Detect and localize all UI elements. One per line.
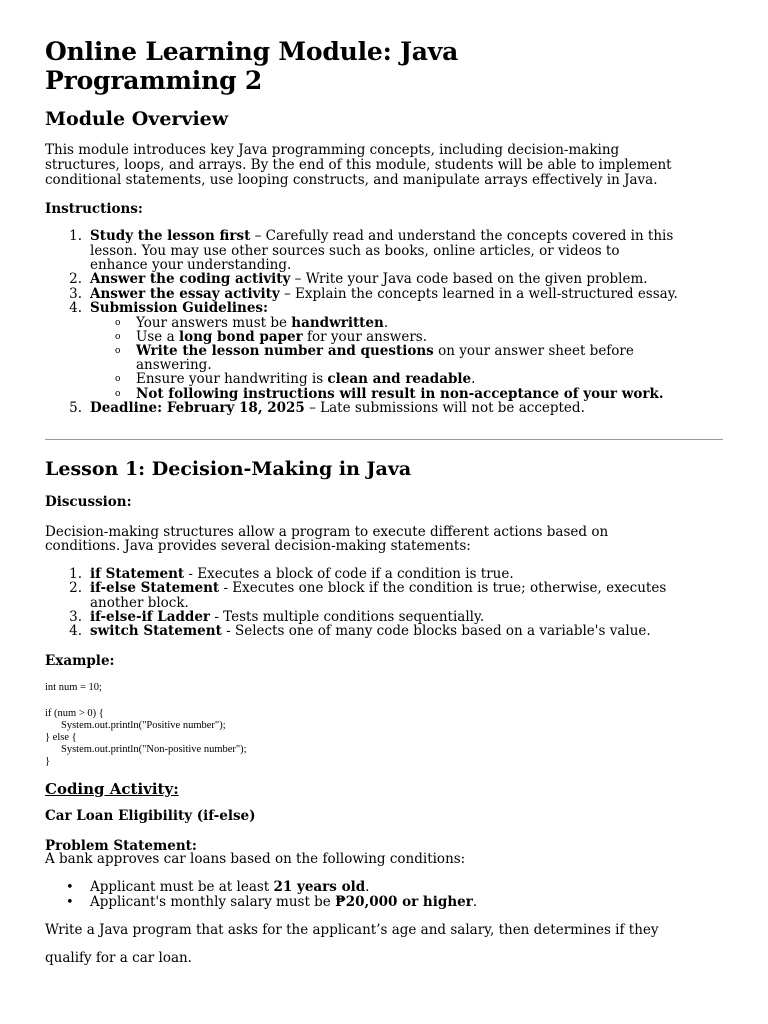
dm-item-2	[90, 581, 666, 596]
instruction-1-line2: lesson. You may use other sources such as books, online articles, or videos to	[90, 243, 620, 259]
condition-1	[90, 880, 369, 895]
condition-2-text: Applicant's monthly salary must be	[90, 894, 336, 910]
instructions-heading: Instructions:	[45, 201, 143, 217]
code-line-3: if (num > 0) {	[45, 708, 104, 719]
deadline-text: – Late submissions will not be accepted.	[304, 400, 585, 416]
sub-item-3-bold: Write the lesson number and questions	[136, 343, 434, 359]
condition-2-bullet-icon: •	[66, 895, 74, 910]
instruction-3-text: – Explain the concepts learned in a well-structured essay.	[279, 286, 678, 302]
condition-1-bold: 21 years old	[273, 879, 366, 895]
instruction-2	[90, 272, 648, 287]
discussion-line-1: Decision-making structures allow a program to execute different actions based on	[45, 524, 609, 540]
sub-bullet-4-icon: o	[115, 374, 121, 384]
sub-item-4	[136, 372, 475, 387]
sub-item-2-bold: long bond paper	[178, 329, 303, 345]
sub-bullet-2-icon: o	[115, 332, 121, 342]
sub-item-3-text: on your answer sheet before	[433, 343, 634, 359]
instruction-1-line3: enhance your understanding.	[90, 257, 292, 273]
dm-item-2-number: 2.	[69, 580, 82, 596]
dm-item-2-text: - Executes one block if the condition is true; otherwise, executes	[219, 580, 667, 596]
dm-item-4-number: 4.	[69, 623, 82, 639]
section-divider	[45, 439, 723, 440]
dm-item-2-bold: if-else Statement	[90, 580, 220, 596]
code-line-6: System.out.println("Non-positive number");	[61, 744, 247, 755]
instruction-3-number: 3.	[69, 286, 82, 302]
code-line-5: } else {	[45, 732, 77, 743]
overview-line-1: This module introduces key Java programming concepts, including decision-making	[45, 142, 620, 158]
condition-2	[90, 895, 477, 910]
condition-1-end: .	[365, 879, 370, 895]
instruction-4-bold: Submission Guidelines:	[90, 300, 269, 316]
condition-1-text: Applicant must be at least	[90, 879, 274, 895]
module-title-line2: Programming 2	[45, 66, 263, 95]
coding-activity-heading: Coding Activity:	[45, 780, 179, 798]
instruction-1	[90, 229, 673, 244]
overview-line-2: structures, loops, and arrays. By the end of this module, students will be able to implement	[45, 157, 672, 173]
code-line-4: System.out.println("Positive number");	[61, 720, 226, 731]
problem-text: A bank approves car loans based on the following conditions:	[45, 851, 466, 867]
sub-item-2-end: for your answers.	[302, 329, 428, 345]
sub-item-1-text: Your answers must be	[136, 315, 292, 331]
instruction-4-number: 4.	[69, 300, 82, 316]
sub-item-4-end: .	[471, 371, 476, 387]
problem-heading: Problem Statement:	[45, 838, 197, 854]
activity-title: Car Loan Eligibility (if-else)	[45, 808, 256, 824]
example-heading: Example:	[45, 653, 115, 669]
instruction-5	[90, 401, 585, 416]
dm-item-4	[90, 624, 651, 639]
lesson1-heading: Lesson 1: Decision-Making in Java	[45, 458, 412, 480]
sub-item-3-line2: answering.	[136, 357, 212, 373]
overview-line-3: conditional statements, use looping constructs, and manipulate arrays effectively in Java.	[45, 172, 658, 188]
sub-item-1-bold: handwritten	[291, 315, 384, 331]
dm-item-4-bold: switch Statement	[90, 623, 222, 639]
sub-item-4-text: Ensure your handwriting is	[136, 371, 328, 387]
sub-bullet-3-icon: o	[115, 346, 121, 356]
sub-bullet-5-icon: o	[115, 389, 121, 399]
sub-item-4-bold: clean and readable	[327, 371, 472, 387]
dm-item-2-line2: another block.	[90, 595, 189, 611]
dm-item-1-bold: if Statement	[90, 566, 185, 582]
instruction-3-bold: Answer the essay activity	[90, 286, 280, 302]
discussion-heading: Discussion:	[45, 494, 132, 510]
condition-1-bullet-icon: •	[66, 880, 74, 895]
dm-item-3-number: 3.	[69, 609, 82, 625]
closing-line-2: qualify for a car loan.	[45, 950, 192, 966]
sub-item-5-bold: Not following instructions will result in non-acceptance of your work.	[136, 386, 664, 402]
dm-item-1-text: - Executes a block of code if a condition is true.	[184, 566, 514, 582]
deadline-bold: Deadline: February 18, 2025	[90, 400, 305, 416]
instruction-2-bold: Answer the coding activity	[90, 271, 291, 287]
sub-item-1-end: .	[383, 315, 389, 331]
code-line-1: int num = 10;	[45, 682, 102, 693]
sub-bullet-1-icon: o	[115, 318, 121, 328]
closing-line-1: Write a Java program that asks for the applicant’s age and salary, then determines if they	[45, 922, 659, 938]
condition-2-bold: ₱20,000 or higher	[335, 894, 473, 910]
instruction-2-text: – Write your Java code based on the given problem.	[290, 271, 648, 287]
condition-2-end: .	[472, 894, 478, 910]
instruction-2-number: 2.	[69, 271, 82, 287]
code-line-7: }	[45, 756, 51, 767]
dm-item-3-text: - Tests multiple conditions sequentially.	[210, 609, 485, 625]
module-title-line1: Online Learning Module: Java	[45, 37, 459, 66]
instruction-1-number: 1.	[69, 228, 82, 244]
dm-item-1-number: 1.	[69, 566, 82, 582]
dm-item-4-text: - Selects one of many code blocks based on a variable's value.	[221, 623, 651, 639]
instruction-1-text: – Carefully read and understand the concepts covered in this	[250, 228, 674, 244]
instruction-5-number: 5.	[69, 400, 82, 416]
overview-heading: Module Overview	[45, 108, 229, 130]
discussion-line-2: conditions. Java provides several decision-making statements:	[45, 538, 471, 554]
sub-item-2-text: Use a	[136, 329, 179, 345]
dm-item-3-bold: if-else-if Ladder	[90, 609, 211, 625]
instruction-1-bold: Study the lesson first	[90, 228, 251, 244]
